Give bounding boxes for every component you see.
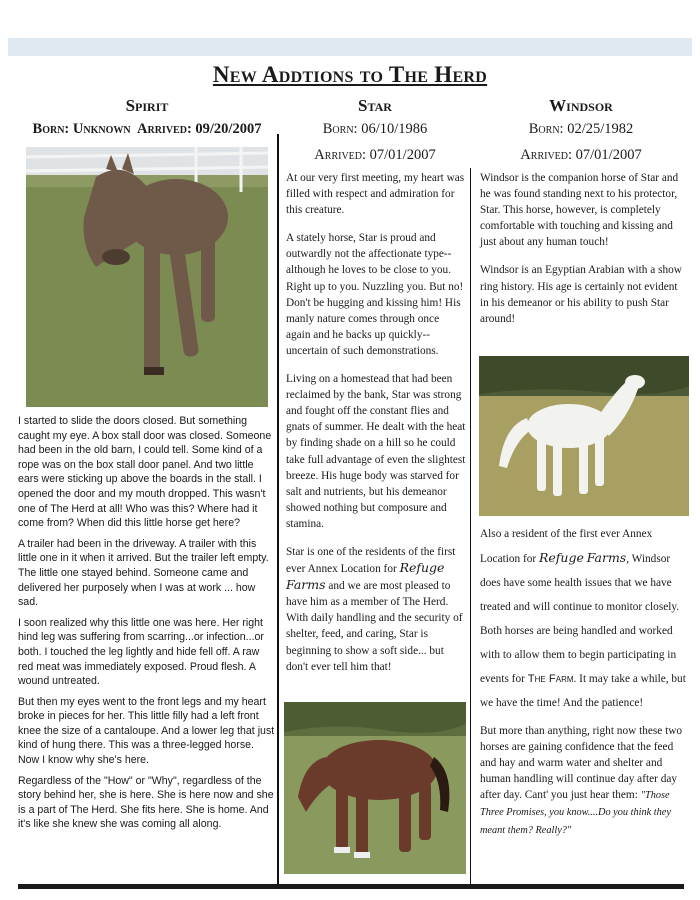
page-headline: New Addtions to The Herd	[212, 62, 488, 87]
spirit-paragraph-3: I soon realized why this little one was here. Her right hind leg was suffering from scarring...or infection...or both. I touched the leg lightly and hide fell off. A raw red meat was immediately exposed. Proud flesh. A wound untreated.	[18, 616, 264, 688]
spirit-born-arrived: Born: Unknown Arrived: 09/20/2007	[32, 121, 262, 137]
windsor-paragraph-3	[480, 522, 686, 715]
spirit-paragraph-4: But then my eyes went to the front legs and my heart broke in pieces for her. This little filly had a left front knee the size of a cantaloupe. And a lower leg that just kind of hung there. This was a three-legged horse. Now I know why she's here.	[18, 695, 275, 767]
windsor-paragraph-2: Windsor is an Egyptian Arabian with a show ring history. His age is certainly not evident in his demeanor or his ability to push Star around!	[480, 264, 682, 325]
star-paragraph-4	[286, 544, 466, 675]
spirit-header	[18, 96, 276, 140]
windsor-name: Windsor	[549, 96, 613, 115]
windsor-story-top	[480, 170, 686, 339]
top-color-band	[8, 38, 692, 56]
spirit-column	[18, 96, 276, 140]
bottom-rule	[18, 884, 684, 889]
star-photo	[284, 702, 466, 874]
column-divider-left	[277, 134, 279, 886]
windsor-p3-end: . It may take a while, but we have the time! And the patience!	[480, 673, 686, 709]
star-paragraph-3: Living on a homestead that had been reclaimed by the bank, Star was strong and fought off the constant flies and gnats of summer. He dealt with the heat by finding shade on a hill so he could take full advantage of even the slightest breeze. His huge body was starved for salt and nutrients, but his demeanor showed nothing but composure and stamina.	[286, 373, 466, 530]
windsor-paragraph-1: Windsor is the companion horse of Star and he was found standing next to his protector, Star. This horse, however, is completely comfortable with touching and kissing and just about any human touch!	[480, 172, 679, 249]
spirit-story	[18, 414, 276, 838]
star-arrived: Arrived: 07/01/2007	[314, 147, 436, 163]
star-column	[282, 96, 468, 166]
refuge-farms-brand: Refuge Farms	[286, 560, 445, 593]
spirit-paragraph-2: A trailer had been in the driveway. A trailer with this little one in it when it arrived. But the trailer left empty. The little one stayed behind. Someone came and delivered her purposely when I was at work ... how sad.	[18, 537, 269, 609]
refuge-brand: Refuge	[538, 550, 584, 565]
windsor-p3-mid: , Windsor does have some health issues that we have treated and will continue to monitor closely. Both horses are being handled and worked with to allow them to begin participating in events for	[480, 553, 680, 685]
windsor-photo	[479, 356, 689, 516]
spirit-paragraph-1: I started to slide the doors closed. But something caught my eye. A box stall door was closed. Someone had been in the old barn, I could tell. Some kind of a rope was on the box stall door panel. And two little ears were sticking up above the boards in the stall. I opened the door and my mouth dropped. This wasn't one of The Herd at all! Who was this? Where had it come from? When did this little horse get here?	[18, 415, 272, 530]
star-name: Star	[358, 96, 392, 115]
star-header	[282, 96, 468, 166]
windsor-paragraph-4	[480, 723, 686, 839]
windsor-header	[474, 96, 688, 166]
spirit-photo	[26, 147, 268, 407]
star-paragraph-2: A stately horse, Star is proud and outwardly not the affectionate type--although he loves to be close to you. Right up to you. Nuzzling you. But no! Don't be hugging and kissing him! His manly nature comes through once again and he backs up quickly--uncertain of such demonstrations.	[286, 232, 464, 357]
windsor-p4-text: But more than anything, right now these two horses are gaining confidence that the feed and hay and warm water and shelter and human handling will continue day after day after day. Cant' you just hear them:	[480, 725, 683, 802]
windsor-quote: "Those Three Promises, you know....Do you think they meant them? Really?"	[480, 790, 671, 836]
windsor-born: Born: 02/25/1982	[528, 121, 634, 137]
star-paragraph-1: At our very first meeting, my heart was filled with respect and admiration for this creature.	[286, 172, 465, 217]
windsor-column	[474, 96, 688, 166]
star-p4-end: and we are most pleased to have him as a member of The Herd. With daily handling and the security of shelter, feed, and caring, Star is beginning to show a soft side... but don't ever tell him that!	[286, 580, 463, 673]
windsor-p3-start: Also a resident of the first ever Annex Location for	[480, 528, 653, 565]
star-p4-start: Star is one of the residents of the first ever Annex Location for	[286, 545, 456, 576]
star-born: Born: 06/10/1986	[322, 121, 428, 137]
column-divider-right	[470, 168, 471, 886]
windsor-story-bottom	[480, 522, 686, 851]
star-story	[286, 170, 466, 687]
farms-brand: Farms	[586, 550, 627, 565]
windsor-arrived: Arrived: 07/01/2007	[520, 147, 642, 163]
spirit-paragraph-5: Regardless of the "How" or "Why", regardless of the story behind her, she is here. She is here now and she is a part of The Herd. She fits here. She is home. And it's like she knew she was coming all along.	[18, 774, 274, 831]
the-farm-brand: The Farm	[527, 673, 574, 685]
spirit-name: Spirit	[125, 96, 169, 115]
